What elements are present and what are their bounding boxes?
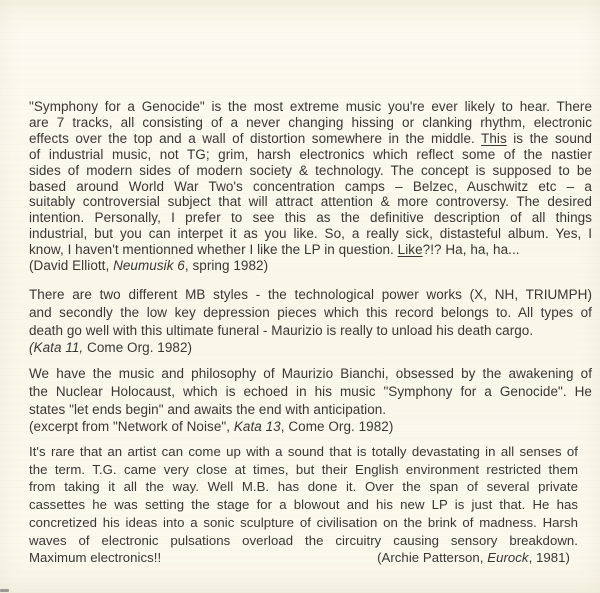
italic-publication-name: Kata 13 <box>233 419 281 435</box>
text-run: ?!? Ha, ha, ha... <box>422 242 520 258</box>
text-run: , spring 1982) <box>184 258 269 274</box>
text-run: waves of electronic pulsations overload the circuitry causing sensory breakdown. <box>29 532 578 548</box>
text-line <box>29 163 592 179</box>
text-run: the Nuclear Holocaust, which is echoed in his music "Symphony for a Genocide". He <box>29 383 592 399</box>
text-run: Maximum electronics!! <box>29 550 162 566</box>
text-run: concretized his ideas into a sonic sculpture of civilisation on the brink of madness. Harsh <box>29 514 578 530</box>
text-line <box>29 532 578 550</box>
text-run: effects over the top and a wall of distortion somewhere in the middle. <box>29 130 482 146</box>
text-run: (David Elliott, <box>29 258 114 274</box>
text-run: are 7 tracks, all consisting of a never changing hissing or clanking rhythm, electronic <box>29 114 592 130</box>
text-run: know, I haven't mentionned whether I like the LP in question. <box>29 242 398 258</box>
text-line <box>29 514 578 532</box>
text-run: states "let ends begin" and awaits the end with anticipation. <box>29 401 387 417</box>
citation-david-elliott <box>29 258 592 274</box>
text-run: (excerpt from "Network of Noise", <box>29 419 234 435</box>
text-run: of industrial music, not TG; grim, harsh electronics which reflect some of the nastier <box>29 146 592 162</box>
text-run: (Archie Patterson, <box>377 550 488 566</box>
italic-publication-name: Eurock <box>487 550 529 566</box>
review-paragraph-neumusik <box>29 99 592 274</box>
text-run: death go well with this ultimate funeral - Maurizio is really to unload his death cargo. <box>29 322 534 338</box>
text-line <box>29 210 592 226</box>
text-run: , 1981) <box>528 550 570 566</box>
text-run: and secondly the low key depression pieces which this record belongs to. All types of <box>29 304 592 320</box>
underlined-text: This <box>481 130 507 146</box>
text-line <box>29 443 578 461</box>
text-line <box>29 478 578 496</box>
text-line <box>29 179 592 195</box>
review-paragraph-kata-11 <box>29 286 592 357</box>
text-line <box>29 383 592 401</box>
italic-publication-name: (Kata 11, <box>29 340 84 356</box>
text-run: based around World War Two's concentration camps – Belzec, Auschwitz etc – a <box>29 178 592 194</box>
text-run: There are two different MB styles - the technological power works (X, NH, TRIUMPH) <box>29 287 592 302</box>
underlined-text: Like <box>397 242 423 258</box>
line-left-text <box>29 549 161 567</box>
text-line <box>29 304 592 322</box>
text-run: We have the music and philosophy of Maurizio Bianchi, obsessed by the awakening of <box>29 366 592 381</box>
text-run: is the sound <box>506 130 592 146</box>
text-run: It's rare that an artist can come up with a sound that is totally devastating in all senses of <box>29 444 578 459</box>
text-line <box>29 401 592 419</box>
text-line <box>29 286 592 304</box>
text-line <box>29 115 592 131</box>
citation-kata-11 <box>29 339 592 357</box>
review-paragraph-eurock <box>29 443 578 567</box>
text-line <box>29 131 592 147</box>
text-line <box>29 194 592 210</box>
text-run: industrial, but you can interpet it as you like. So, a really sick, distasteful album. Yes, I <box>29 226 592 242</box>
italic-publication-name: Neumusik 6 <box>113 258 185 274</box>
review-paragraph-kata-13 <box>29 365 592 436</box>
text-line <box>29 322 592 340</box>
citation-kata-13 <box>29 418 592 436</box>
text-line <box>29 496 578 514</box>
text-run: Come Org. 1982) <box>83 340 193 356</box>
text-run: sides of modern sides of modern society & technology. The concept is supposed to be <box>29 162 592 178</box>
line-right-citation <box>377 549 570 567</box>
text-run: suitably controversial subject that will attract attention & more controversy. The desired <box>29 194 592 210</box>
text-run: the term. T.G. came very close at times, but their English environment restricted them <box>29 461 578 477</box>
text-line <box>29 226 592 242</box>
text-run: cassettes he was setting the stage for a blowout and his new LP is just that. He has <box>29 497 578 513</box>
text-run: , Come Org. 1982) <box>280 419 394 435</box>
text-line <box>29 242 592 258</box>
text-run: intention. Personally, I prefer to see this as the definitive description of all things <box>29 210 592 226</box>
text-run: from taking it all the way. Well M.B. has done it. Over the span of several private <box>29 479 578 495</box>
text-line <box>29 461 578 479</box>
text-run: "Symphony for a Genocide" is the most extreme music you're ever likely to hear. There <box>29 99 592 114</box>
scan-edge-artifact <box>0 589 9 592</box>
text-line <box>29 365 592 383</box>
closing-line-with-citation <box>29 549 578 567</box>
text-line <box>29 147 592 163</box>
text-line <box>29 99 592 115</box>
